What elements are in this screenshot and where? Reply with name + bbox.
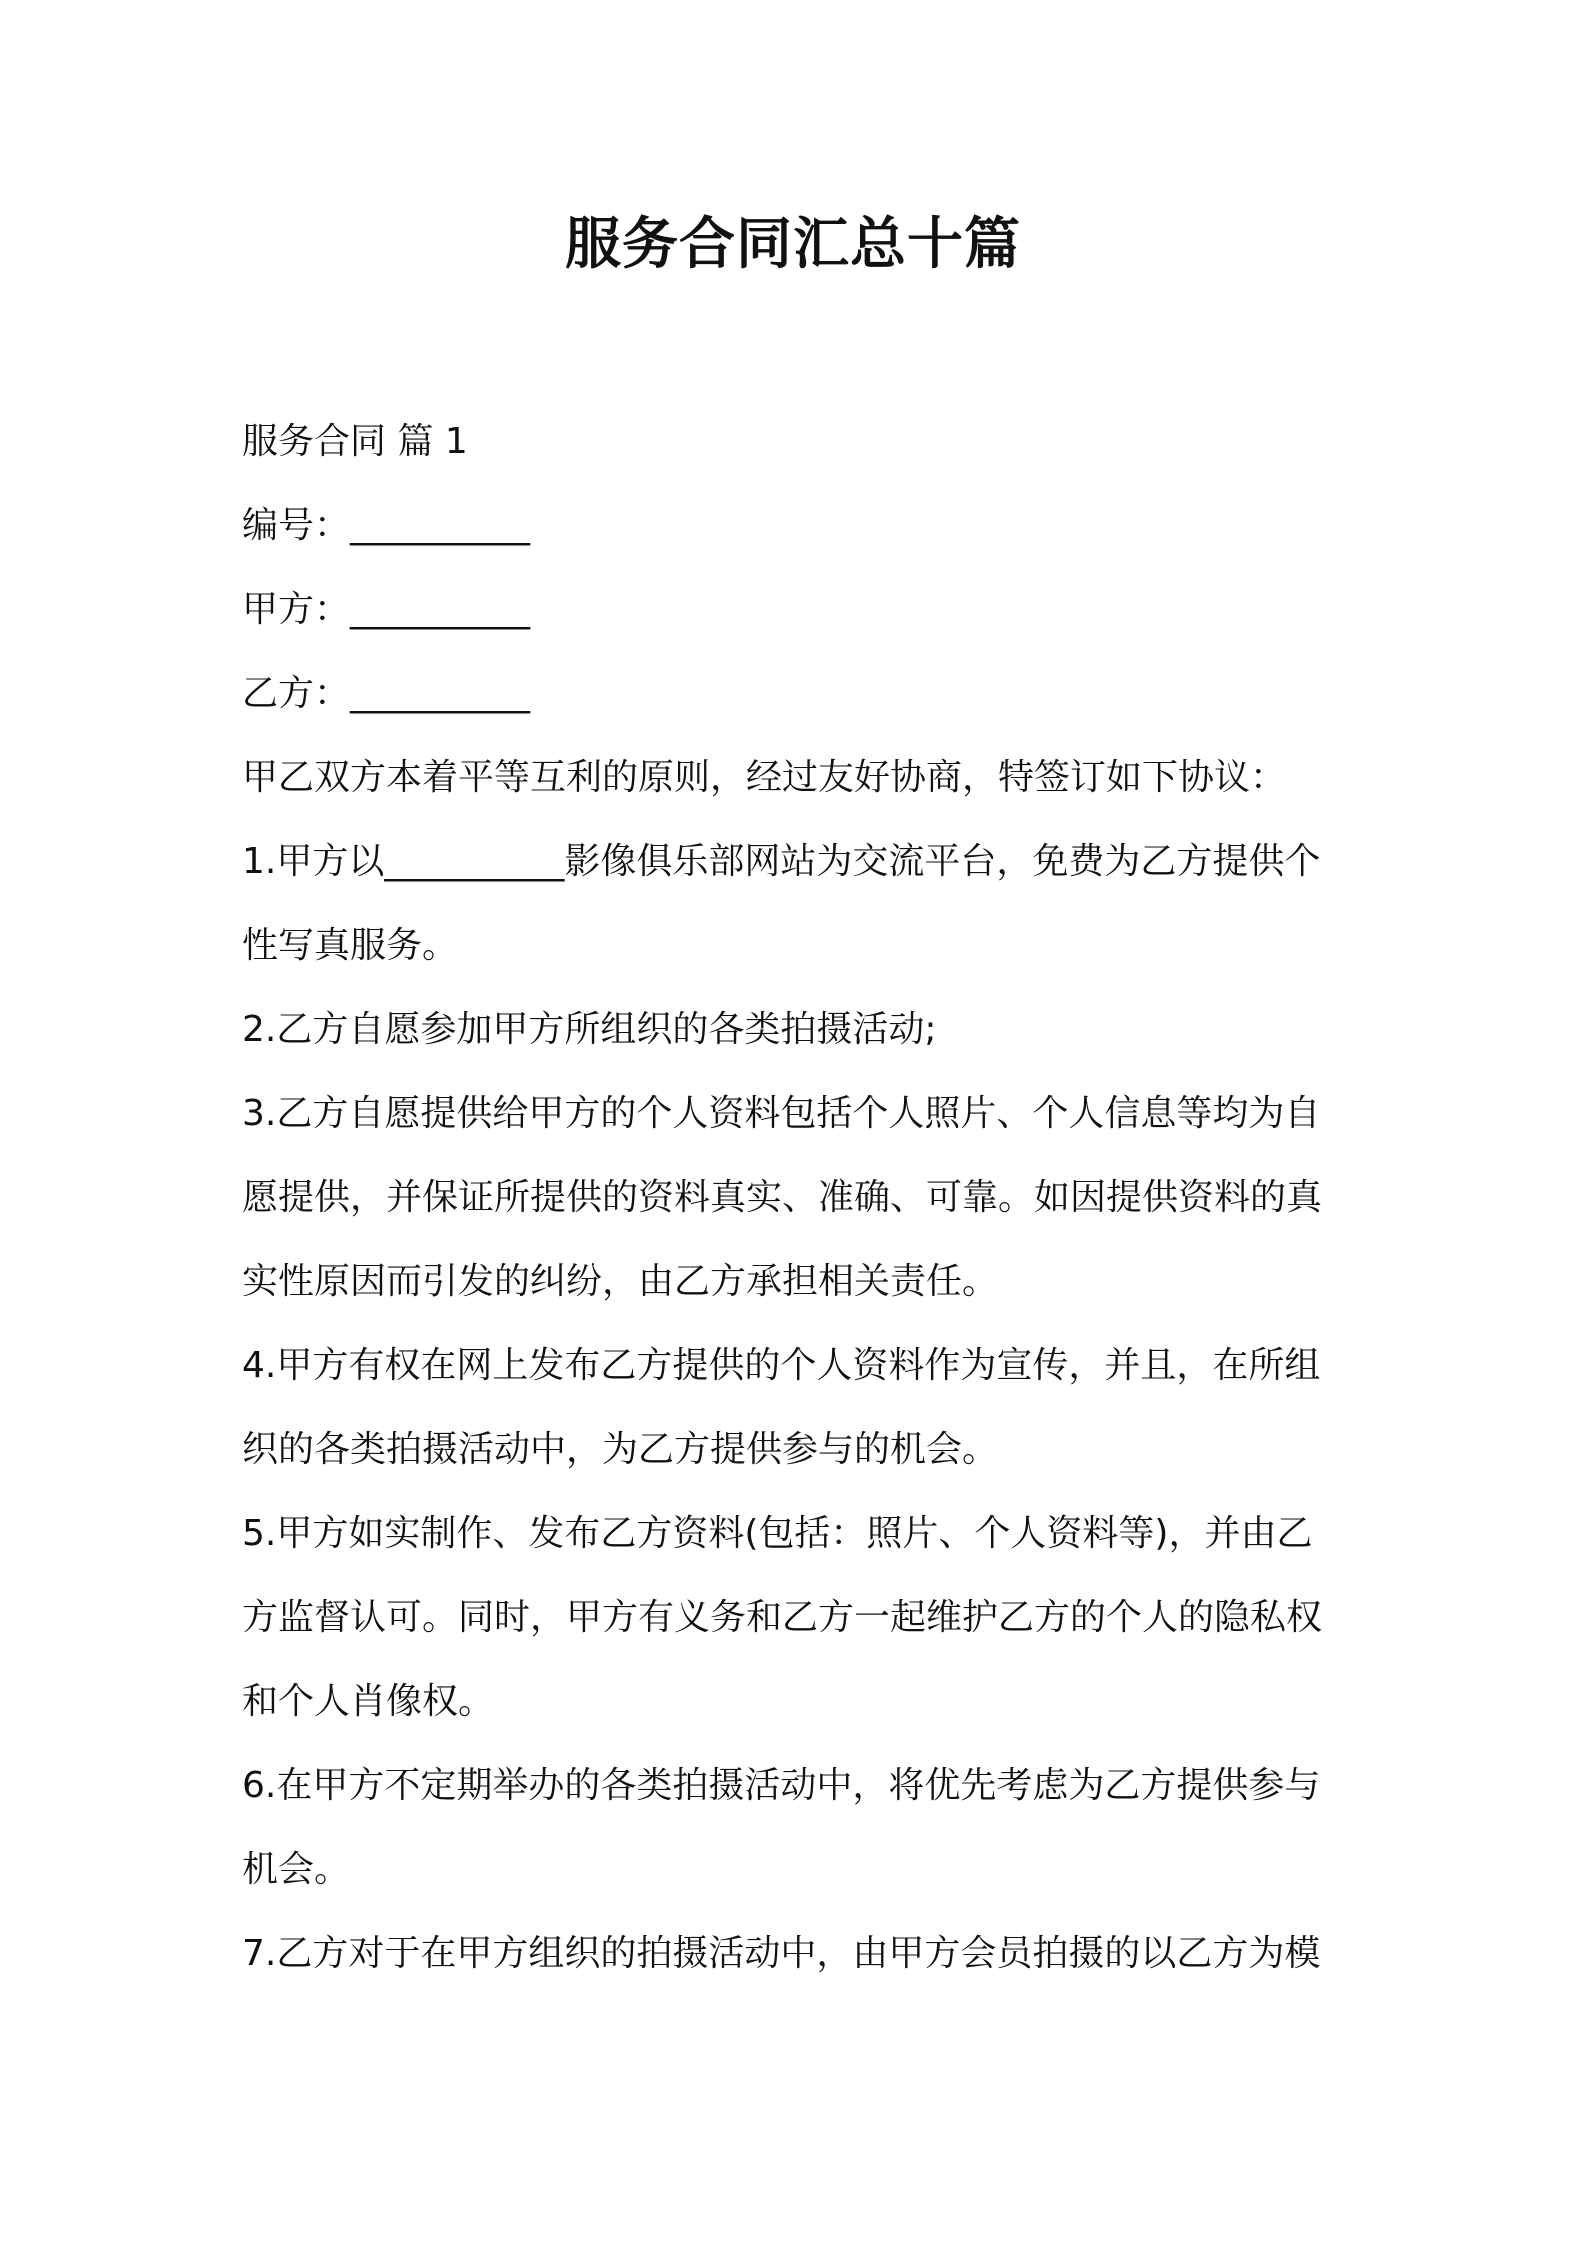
clause-line: 方监督认可。同时，甲方有义务和乙方一起维护乙方的个人的隐私权	[242, 1597, 1323, 1638]
clause-line: 愿提供，并保证所提供的资料真实、准确、可靠。如因提供资料的真	[242, 1177, 1323, 1218]
clause-line: 5.甲方如实制作、发布乙方资料(包括：照片、个人资料等)，并由乙	[242, 1513, 1313, 1554]
contract-number-line: 编号：__________	[242, 505, 531, 546]
clause-line: 3.乙方自愿提供给甲方的个人资料包括个人照片、个人信息等均为自	[242, 1093, 1321, 1134]
clause-line: 机会。	[242, 1849, 351, 1890]
party-a-line: 甲方：__________	[242, 589, 531, 630]
clause-line: 性写真服务。	[242, 925, 459, 966]
clause-line: 6.在甲方不定期举办的各类拍摄活动中，将优先考虑为乙方提供参与	[242, 1765, 1321, 1806]
document-body	[242, 400, 1362, 1996]
clause-line: 4.甲方有权在网上发布乙方提供的个人资料作为宣传，并且，在所组	[242, 1345, 1321, 1386]
clause-line: 和个人肖像权。	[242, 1681, 495, 1722]
clause-line: 1.甲方以__________影像俱乐部网站为交流平台，免费为乙方提供个	[242, 841, 1321, 882]
party-b-line: 乙方：__________	[242, 673, 531, 714]
section-heading: 服务合同 篇 1	[242, 421, 468, 462]
clause-line: 织的各类拍摄活动中，为乙方提供参与的机会。	[242, 1429, 999, 1470]
clause-line: 7.乙方对于在甲方组织的拍摄活动中，由甲方会员拍摄的以乙方为模	[242, 1933, 1321, 1974]
document-title: 服务合同汇总十篇	[565, 212, 1021, 277]
clause-line: 2.乙方自愿参加甲方所组织的各类拍摄活动;	[242, 1009, 937, 1050]
clause-line: 实性原因而引发的纠纷，由乙方承担相关责任。	[242, 1261, 999, 1302]
preamble-line: 甲乙双方本着平等互利的原则，经过友好协商，特签订如下协议：	[242, 757, 1287, 798]
